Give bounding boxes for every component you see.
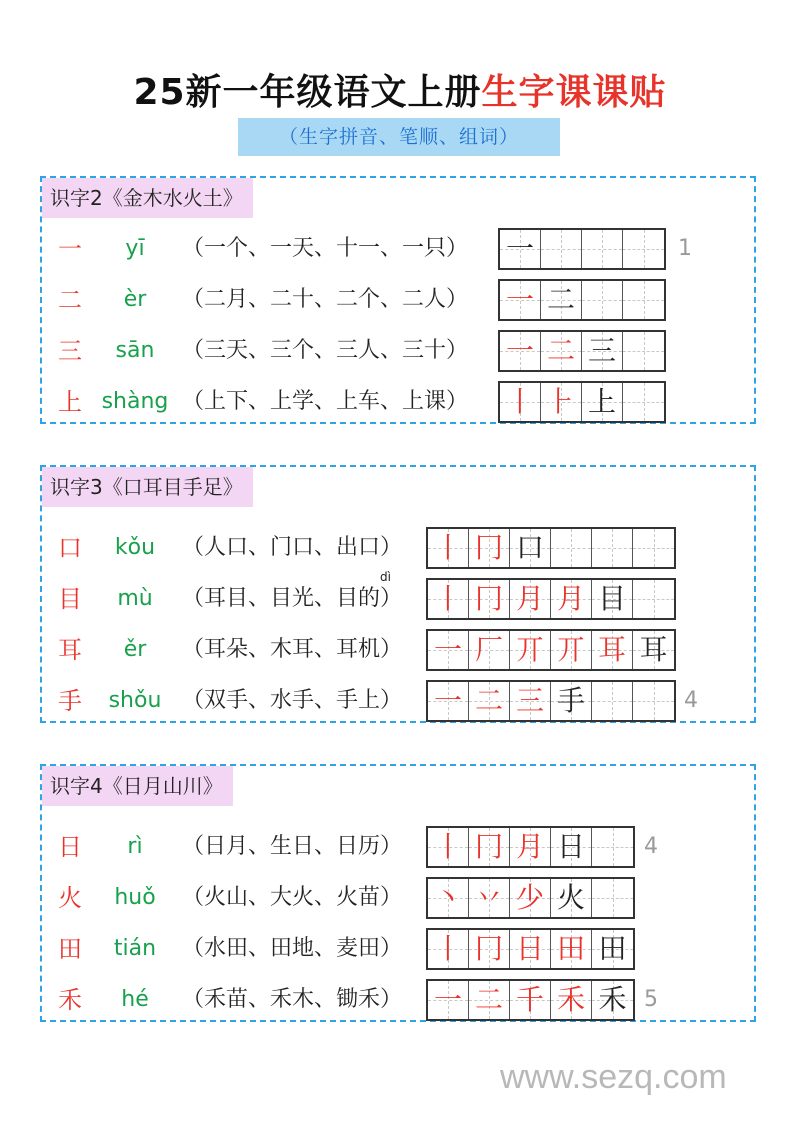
stroke-step: 冂 bbox=[474, 932, 503, 965]
stroke-cell bbox=[582, 281, 623, 319]
stroke-cell bbox=[551, 930, 592, 968]
watermark: www.sezq.com bbox=[500, 1058, 727, 1096]
stroke-step bbox=[633, 580, 674, 618]
stroke-step bbox=[582, 230, 622, 268]
stroke-step: 耳 bbox=[639, 633, 668, 666]
section-3 bbox=[40, 764, 756, 1022]
pinyin: hé bbox=[121, 987, 149, 1012]
section-heading: 识字3《口耳目手足》 bbox=[42, 467, 253, 507]
title-red: 生字课课贴 bbox=[481, 72, 667, 113]
words: （上下、上学、上车、上课） bbox=[182, 389, 469, 414]
pinyin: kǒu bbox=[114, 535, 156, 560]
stroke-cell bbox=[623, 230, 664, 268]
stroke-cell bbox=[510, 631, 551, 669]
stroke-step: 一 bbox=[505, 232, 534, 265]
stroke-step: 千 bbox=[515, 983, 544, 1016]
stroke-cell bbox=[592, 529, 633, 567]
char: 一 bbox=[58, 235, 82, 263]
section-heading: 识字4《日月山川》 bbox=[42, 766, 233, 806]
stroke-grid bbox=[498, 330, 666, 372]
stroke-step bbox=[623, 332, 664, 370]
char-row bbox=[42, 570, 754, 622]
title-black: 25新一年级语文上册 bbox=[133, 72, 482, 113]
stroke-step bbox=[551, 529, 591, 567]
char: 二 bbox=[58, 286, 82, 314]
stroke-step: 田 bbox=[556, 932, 585, 965]
stroke-step: 冂 bbox=[474, 582, 503, 615]
words: （火山、大火、火苗） bbox=[182, 885, 403, 910]
stroke-grid bbox=[426, 629, 676, 671]
words: （一个、一天、十一、一只） bbox=[182, 236, 469, 261]
stroke-cell bbox=[510, 981, 551, 1019]
pinyin: shàng bbox=[101, 389, 169, 414]
stroke-step: 月 bbox=[556, 582, 585, 615]
stroke-cell bbox=[592, 981, 633, 1019]
words: （日月、生日、日历） bbox=[182, 834, 403, 859]
char: 手 bbox=[58, 687, 82, 715]
stroke-cell bbox=[469, 580, 510, 618]
stroke-cell bbox=[551, 828, 592, 866]
stroke-grid bbox=[426, 527, 676, 569]
stroke-step: 丌 bbox=[515, 633, 544, 666]
page-number: 4 bbox=[684, 688, 698, 713]
char-row bbox=[42, 277, 754, 323]
stroke-cell bbox=[500, 332, 541, 370]
char-row bbox=[42, 226, 754, 272]
stroke-cell bbox=[633, 529, 674, 567]
stroke-step bbox=[541, 230, 581, 268]
stroke-step: 二 bbox=[474, 684, 503, 717]
stroke-cell bbox=[541, 230, 582, 268]
words: （二月、二十、二个、二人） bbox=[182, 287, 469, 312]
char-row bbox=[42, 824, 754, 870]
stroke-cell bbox=[623, 281, 664, 319]
pinyin: èr bbox=[123, 287, 147, 312]
stroke-grid bbox=[426, 928, 635, 970]
stroke-step bbox=[633, 682, 674, 720]
stroke-cell bbox=[592, 828, 633, 866]
char: 目 bbox=[58, 585, 82, 613]
stroke-cell bbox=[592, 879, 633, 917]
words: （耳朵、木耳、耳机） bbox=[182, 637, 403, 662]
stroke-step: 丨 bbox=[433, 582, 462, 615]
stroke-cell bbox=[469, 930, 510, 968]
subtitle: （生字拼音、笔顺、组词） bbox=[238, 118, 560, 156]
stroke-step: 禾 bbox=[556, 983, 585, 1016]
stroke-cell bbox=[582, 332, 623, 370]
stroke-step: 一 bbox=[505, 283, 534, 316]
char: 上 bbox=[58, 388, 82, 416]
page-number: 4 bbox=[644, 834, 658, 859]
stroke-cell bbox=[469, 682, 510, 720]
char: 日 bbox=[58, 833, 82, 861]
stroke-step: 三 bbox=[515, 684, 544, 717]
stroke-grid bbox=[498, 381, 666, 423]
page-number: 5 bbox=[644, 987, 658, 1012]
pinyin: yī bbox=[125, 236, 145, 261]
stroke-step: 耳 bbox=[597, 633, 626, 666]
char-row bbox=[42, 678, 754, 724]
stroke-step: 日 bbox=[515, 932, 544, 965]
stroke-cell bbox=[510, 682, 551, 720]
stroke-step: 丷 bbox=[474, 881, 503, 914]
stroke-step: 目 bbox=[597, 582, 626, 615]
stroke-step: 丨 bbox=[505, 385, 534, 418]
words bbox=[182, 570, 403, 622]
stroke-step: 丌 bbox=[556, 633, 585, 666]
stroke-cell bbox=[510, 828, 551, 866]
stroke-grid bbox=[498, 228, 666, 270]
pinyin: shǒu bbox=[108, 688, 162, 713]
stroke-step bbox=[592, 529, 632, 567]
stroke-step: 厂 bbox=[474, 633, 503, 666]
stroke-step: 一 bbox=[433, 633, 462, 666]
stroke-cell bbox=[592, 580, 633, 618]
stroke-step: ⺊ bbox=[546, 385, 575, 418]
char-row bbox=[42, 627, 754, 673]
char: 田 bbox=[58, 935, 82, 963]
stroke-cell bbox=[541, 332, 582, 370]
stroke-cell bbox=[623, 383, 664, 421]
stroke-cell bbox=[510, 580, 551, 618]
stroke-cell bbox=[428, 828, 469, 866]
stroke-cell bbox=[551, 580, 592, 618]
stroke-cell bbox=[428, 580, 469, 618]
page-title bbox=[0, 64, 800, 115]
stroke-cell bbox=[633, 682, 674, 720]
stroke-cell bbox=[500, 230, 541, 268]
words: （禾苗、禾木、锄禾） bbox=[182, 987, 403, 1012]
stroke-cell bbox=[510, 930, 551, 968]
stroke-cell bbox=[633, 580, 674, 618]
words: （双手、水手、手上） bbox=[182, 688, 403, 713]
stroke-step: 丶 bbox=[433, 881, 462, 914]
stroke-cell bbox=[551, 879, 592, 917]
char: 火 bbox=[58, 884, 82, 912]
stroke-step: 少 bbox=[515, 881, 544, 914]
stroke-step: 田 bbox=[598, 932, 627, 965]
stroke-step: 月 bbox=[515, 830, 544, 863]
pinyin: huǒ bbox=[114, 885, 156, 910]
stroke-step: 丨 bbox=[433, 932, 462, 965]
stroke-cell bbox=[541, 281, 582, 319]
stroke-step bbox=[623, 281, 664, 319]
stroke-grid bbox=[426, 979, 635, 1021]
section-heading: 识字2《金木水火土》 bbox=[42, 178, 253, 218]
stroke-step: 二 bbox=[546, 283, 575, 316]
stroke-cell bbox=[428, 631, 469, 669]
stroke-grid bbox=[426, 680, 676, 722]
stroke-step: 一 bbox=[505, 334, 534, 367]
page-number: 1 bbox=[678, 236, 692, 261]
words: （三天、三个、三人、三十） bbox=[182, 338, 469, 363]
char-row bbox=[42, 525, 754, 571]
stroke-step: 日 bbox=[556, 830, 585, 863]
stroke-step bbox=[582, 281, 622, 319]
stroke-cell bbox=[428, 981, 469, 1019]
char-row bbox=[42, 875, 754, 921]
stroke-cell bbox=[500, 383, 541, 421]
words: （水田、田地、麦田） bbox=[182, 936, 403, 961]
pinyin: mù bbox=[117, 586, 153, 611]
char: 口 bbox=[58, 534, 82, 562]
pinyin: tián bbox=[113, 936, 157, 961]
stroke-cell bbox=[510, 879, 551, 917]
stroke-step: 手 bbox=[556, 684, 585, 717]
stroke-step: 冂 bbox=[474, 830, 503, 863]
stroke-step: 火 bbox=[556, 881, 585, 914]
pinyin: rì bbox=[127, 834, 143, 859]
stroke-cell bbox=[551, 981, 592, 1019]
stroke-cell bbox=[633, 631, 674, 669]
stroke-cell bbox=[428, 930, 469, 968]
stroke-step bbox=[592, 682, 632, 720]
char: 三 bbox=[58, 337, 82, 365]
stroke-cell bbox=[428, 879, 469, 917]
stroke-step: 上 bbox=[587, 385, 616, 418]
pinyin: sān bbox=[115, 338, 155, 363]
stroke-cell bbox=[469, 631, 510, 669]
section-2 bbox=[40, 465, 756, 723]
words-text: （耳目、目光、目的） bbox=[182, 586, 403, 611]
char-row bbox=[42, 379, 754, 425]
stroke-cell bbox=[428, 529, 469, 567]
stroke-cell bbox=[582, 230, 623, 268]
stroke-cell bbox=[592, 682, 633, 720]
stroke-grid bbox=[426, 826, 635, 868]
pinyin-annotation: dì bbox=[380, 570, 391, 584]
stroke-cell bbox=[500, 281, 541, 319]
pinyin: ěr bbox=[123, 637, 147, 662]
stroke-step bbox=[623, 230, 664, 268]
stroke-cell bbox=[469, 879, 510, 917]
stroke-cell bbox=[510, 529, 551, 567]
stroke-cell bbox=[469, 828, 510, 866]
char: 耳 bbox=[58, 636, 82, 664]
stroke-step bbox=[623, 383, 664, 421]
stroke-step bbox=[592, 879, 633, 917]
stroke-step bbox=[592, 828, 633, 866]
stroke-step: 二 bbox=[546, 334, 575, 367]
stroke-cell bbox=[551, 631, 592, 669]
char-row bbox=[42, 977, 754, 1023]
stroke-grid bbox=[498, 279, 666, 321]
stroke-step: 禾 bbox=[598, 983, 627, 1016]
stroke-grid bbox=[426, 877, 635, 919]
stroke-step: 丨 bbox=[433, 830, 462, 863]
stroke-step: 冂 bbox=[474, 531, 503, 564]
stroke-cell bbox=[428, 682, 469, 720]
stroke-step: 二 bbox=[474, 983, 503, 1016]
stroke-cell bbox=[592, 631, 633, 669]
char-row bbox=[42, 328, 754, 374]
stroke-step bbox=[633, 529, 674, 567]
stroke-cell bbox=[469, 981, 510, 1019]
section-1 bbox=[40, 176, 756, 424]
words: （人口、门口、出口） bbox=[182, 535, 403, 560]
stroke-cell bbox=[623, 332, 664, 370]
stroke-cell bbox=[469, 529, 510, 567]
stroke-step: 丨 bbox=[433, 531, 462, 564]
stroke-step: 一 bbox=[433, 684, 462, 717]
stroke-cell bbox=[582, 383, 623, 421]
char: 禾 bbox=[58, 986, 82, 1014]
stroke-cell bbox=[551, 529, 592, 567]
stroke-grid bbox=[426, 578, 676, 620]
stroke-step: 口 bbox=[515, 531, 544, 564]
stroke-cell bbox=[551, 682, 592, 720]
stroke-step: 月 bbox=[515, 582, 544, 615]
stroke-cell bbox=[541, 383, 582, 421]
char-row bbox=[42, 926, 754, 972]
stroke-step: 三 bbox=[587, 334, 616, 367]
stroke-cell bbox=[592, 930, 633, 968]
stroke-step: 一 bbox=[433, 983, 462, 1016]
